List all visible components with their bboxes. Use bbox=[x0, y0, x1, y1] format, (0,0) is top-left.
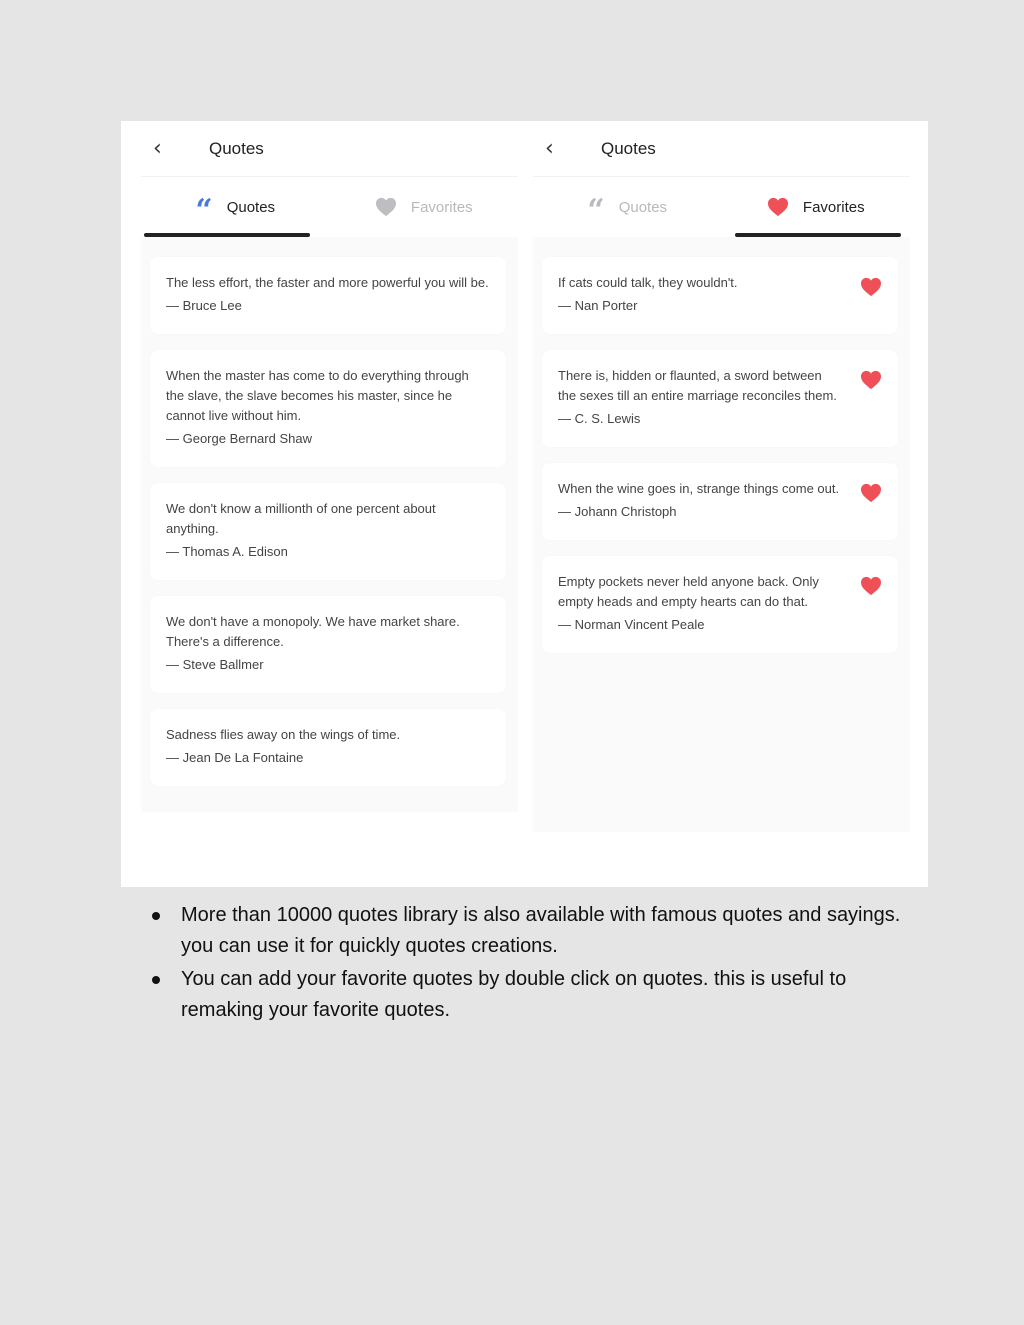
back-arrow-icon[interactable]: ‹ bbox=[153, 136, 162, 161]
app-bar bbox=[141, 121, 518, 177]
quote-card[interactable] bbox=[150, 257, 506, 334]
bullet-dot bbox=[152, 912, 160, 920]
quote-author: — Thomas A. Edison bbox=[166, 544, 288, 559]
tab-label: Favorites bbox=[410, 198, 473, 216]
bullet-text: More than 10000 quotes library is also available with famous quotes and sayings. you can use it for quickly quotes creations. bbox=[181, 904, 901, 957]
quote-text: The less effort, the faster and more powerful you will be. bbox=[166, 275, 489, 290]
quote-text: There is, hidden or flaunted, a sword between the sexes till an entire marriage reconciles them. bbox=[558, 368, 837, 403]
quote-text: Empty pockets never held anyone back. Only empty heads and empty hearts can do that. bbox=[558, 574, 819, 609]
bullet-item bbox=[150, 900, 910, 962]
active-tab-indicator bbox=[144, 233, 310, 237]
quote-text: When the wine goes in, strange things come out. bbox=[558, 481, 840, 496]
quote-icon: “ bbox=[195, 196, 213, 218]
page-title: Quotes bbox=[209, 138, 264, 158]
tab-label: Quotes bbox=[618, 198, 668, 216]
tab-bar bbox=[141, 177, 518, 237]
quote-author: — Johann Christoph bbox=[558, 504, 677, 519]
quote-card[interactable] bbox=[150, 483, 506, 580]
favorites-list bbox=[533, 237, 910, 832]
quotes-screen bbox=[141, 121, 518, 812]
heart-icon[interactable] bbox=[860, 483, 882, 503]
quote-author: — Steve Ballmer bbox=[166, 657, 264, 672]
app-screenshots-figure bbox=[121, 121, 928, 887]
favorite-card[interactable] bbox=[542, 556, 898, 653]
tab-bar bbox=[533, 177, 910, 237]
quote-card[interactable] bbox=[150, 596, 506, 693]
favorites-screen bbox=[533, 121, 910, 832]
heart-icon bbox=[375, 197, 397, 217]
favorite-card[interactable] bbox=[542, 463, 898, 540]
quote-text: When the master has come to do everything through the slave, the slave becomes his master, since he cannot live without him. bbox=[166, 368, 469, 423]
heart-icon bbox=[767, 197, 789, 217]
tab-quotes[interactable] bbox=[533, 177, 722, 237]
quote-author: — Norman Vincent Peale bbox=[558, 617, 705, 632]
feature-bullet-list bbox=[150, 900, 910, 1028]
page-title: Quotes bbox=[601, 138, 656, 158]
tab-favorites[interactable] bbox=[722, 177, 911, 237]
back-arrow-icon[interactable]: ‹ bbox=[545, 136, 554, 161]
favorite-card[interactable] bbox=[542, 257, 898, 334]
quote-icon: “ bbox=[587, 196, 605, 218]
heart-icon[interactable] bbox=[860, 576, 882, 596]
bullet-text: You can add your favorite quotes by double click on quotes. this is useful to remaking your favorite quotes. bbox=[181, 968, 847, 1021]
app-bar bbox=[533, 121, 910, 177]
quote-text: We don't have a monopoly. We have market share. There's a difference. bbox=[166, 614, 460, 649]
quote-author: — C. S. Lewis bbox=[558, 411, 641, 426]
quote-text: If cats could talk, they wouldn't. bbox=[558, 275, 738, 290]
quote-text: We don't know a millionth of one percent about anything. bbox=[166, 501, 436, 536]
favorite-card[interactable] bbox=[542, 350, 898, 447]
quote-card[interactable] bbox=[150, 350, 506, 467]
tab-label: Quotes bbox=[226, 198, 276, 216]
quote-author: — Nan Porter bbox=[558, 298, 638, 313]
heart-icon[interactable] bbox=[860, 370, 882, 390]
active-tab-indicator bbox=[735, 233, 901, 237]
bullet-dot bbox=[152, 976, 160, 984]
tab-label: Favorites bbox=[802, 198, 865, 216]
quote-card[interactable] bbox=[150, 709, 506, 786]
quote-author: — Jean De La Fontaine bbox=[166, 750, 304, 765]
tab-favorites[interactable] bbox=[330, 177, 519, 237]
bullet-item bbox=[150, 964, 910, 1026]
quote-author: — Bruce Lee bbox=[166, 298, 242, 313]
quote-list bbox=[141, 237, 518, 812]
heart-icon[interactable] bbox=[860, 277, 882, 297]
tab-quotes[interactable] bbox=[141, 177, 330, 237]
quote-text: Sadness flies away on the wings of time. bbox=[166, 727, 401, 742]
quote-author: — George Bernard Shaw bbox=[166, 431, 312, 446]
